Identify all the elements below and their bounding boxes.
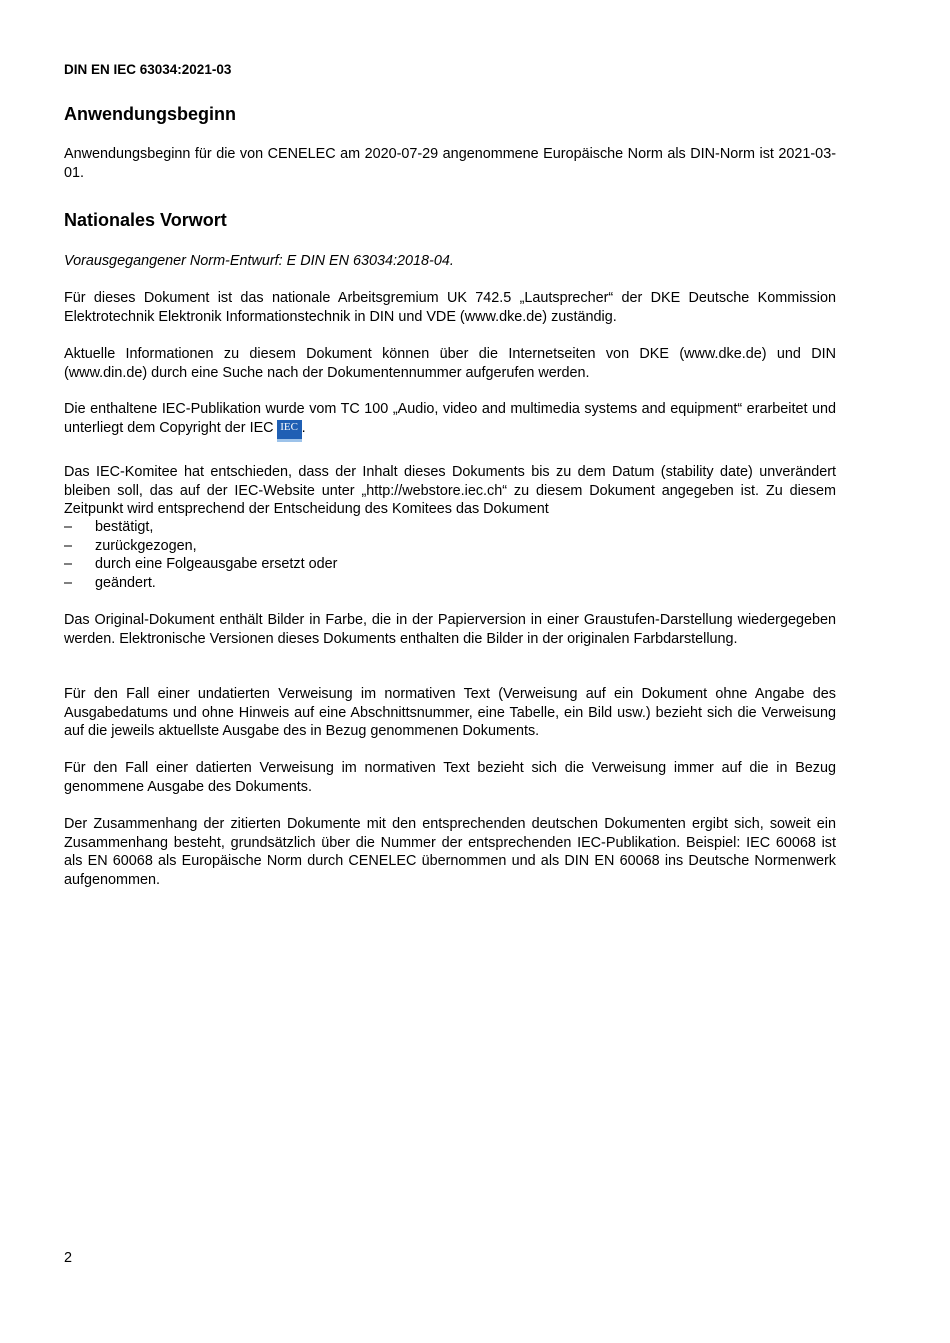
list-dash: –	[64, 574, 73, 591]
heading-nationales-vorwort: Nationales Vorwort	[64, 210, 227, 230]
paragraph-iec-komitee: Das IEC-Komitee hat entschieden, dass der Inhalt dieses Dokuments bis zu dem Datum (stability date) unverändert bleiben soll, das auf der IEC-Website unter „http://webstore.iec.ch“ zu diesem Dokument angegeben ist. Zu diesem Zeitpunkt wird entsprechend der Entscheidung des Komitees das Dokument	[64, 464, 836, 517]
iec-publikation-end: .	[301, 419, 306, 436]
list-dash: –	[64, 556, 73, 572]
paragraph-zustaendigkeit: Für dieses Dokument ist das nationale Arbeitsgremium UK 742.5 „Lautsprecher“ der DKE Deutsche Kommission Elektrotechnik Elektronik Informationstechnik in DIN und VDE (www.dke.de) zuständig.	[64, 290, 836, 325]
list-dash: –	[64, 519, 73, 535]
list-item: – geändert.	[64, 574, 156, 591]
iec-logo-icon: IEC	[277, 420, 302, 442]
page-number: 2	[64, 1250, 73, 1266]
heading-anwendungsbeginn: Anwendungsbeginn	[64, 104, 236, 124]
paragraph-datierte-verweisung: Für den Fall einer datierten Verweisung im normativen Text bezieht sich die Verweisung immer auf die in Bezug genommene Ausgabe des Dokuments.	[64, 760, 836, 795]
list-item: – zurückgezogen,	[64, 537, 197, 554]
document-id: DIN EN IEC 63034:2021-03	[64, 62, 232, 77]
paragraph-iec-publikation	[64, 400, 836, 442]
komitee-decision-list	[64, 518, 836, 592]
paragraph-anwendungsbeginn: Anwendungsbeginn für die von CENELEC am 2020-07-29 angenommene Europäische Norm als DIN-Norm ist 2021-03-01.	[64, 146, 836, 181]
paragraph-undatierte-verweisung: Für den Fall einer undatierten Verweisung im normativen Text (Verweisung auf ein Dokument ohne Angabe des Ausgabedatums und ohne Hinweis auf eine Abschnittsnummer, eine Tabelle, ein Bild usw.) bezieht sich die Verweisung auf die jeweils aktuellste Ausgabe des in Bezug genommenen Dokuments.	[64, 686, 836, 739]
list-dash: –	[64, 537, 73, 554]
paragraph-aktuelle-informationen: Aktuelle Informationen zu diesem Dokument können über die Internetseiten von DKE (www.dke.de) und DIN (www.din.de) durch eine Suche nach der Dokumentennummer aufgerufen werden.	[64, 346, 836, 381]
paragraph-farbbilder: Das Original-Dokument enthält Bilder in Farbe, die in der Papierversion in einer Graustufen-Darstellung wiedergegeben werden. Elektronische Versionen dieses Dokuments enthalten die Bilder in der originalen Farbdarstellung.	[64, 612, 836, 647]
paragraph-norm-entwurf: Vorausgegangener Norm-Entwurf: E DIN EN 63034:2018-04.	[64, 253, 454, 269]
list-item: – durch eine Folgeausgabe ersetzt oder	[64, 556, 338, 572]
paragraph-zusammenhang: Der Zusammenhang der zitierten Dokumente mit den entsprechenden deutschen Dokumenten ergibt sich, soweit ein Zusammenhang besteht, grundsätzlich über die Nummer der entsprechenden IEC-Publikation. Beispiel: IEC 60068 ist als EN 60068 als Europäische Norm durch CENELEC übernommen und als DIN EN 60068 ins Deutsche Normenwerk aufgenommen.	[64, 816, 836, 888]
iec-publikation-text: Die enthaltene IEC-Publikation wurde vom TC 100 „Audio, video and multimedia systems and equipment“ erarbeitet und unterliegt dem Copyright der IEC	[64, 401, 836, 436]
list-item: – bestätigt,	[64, 519, 154, 535]
